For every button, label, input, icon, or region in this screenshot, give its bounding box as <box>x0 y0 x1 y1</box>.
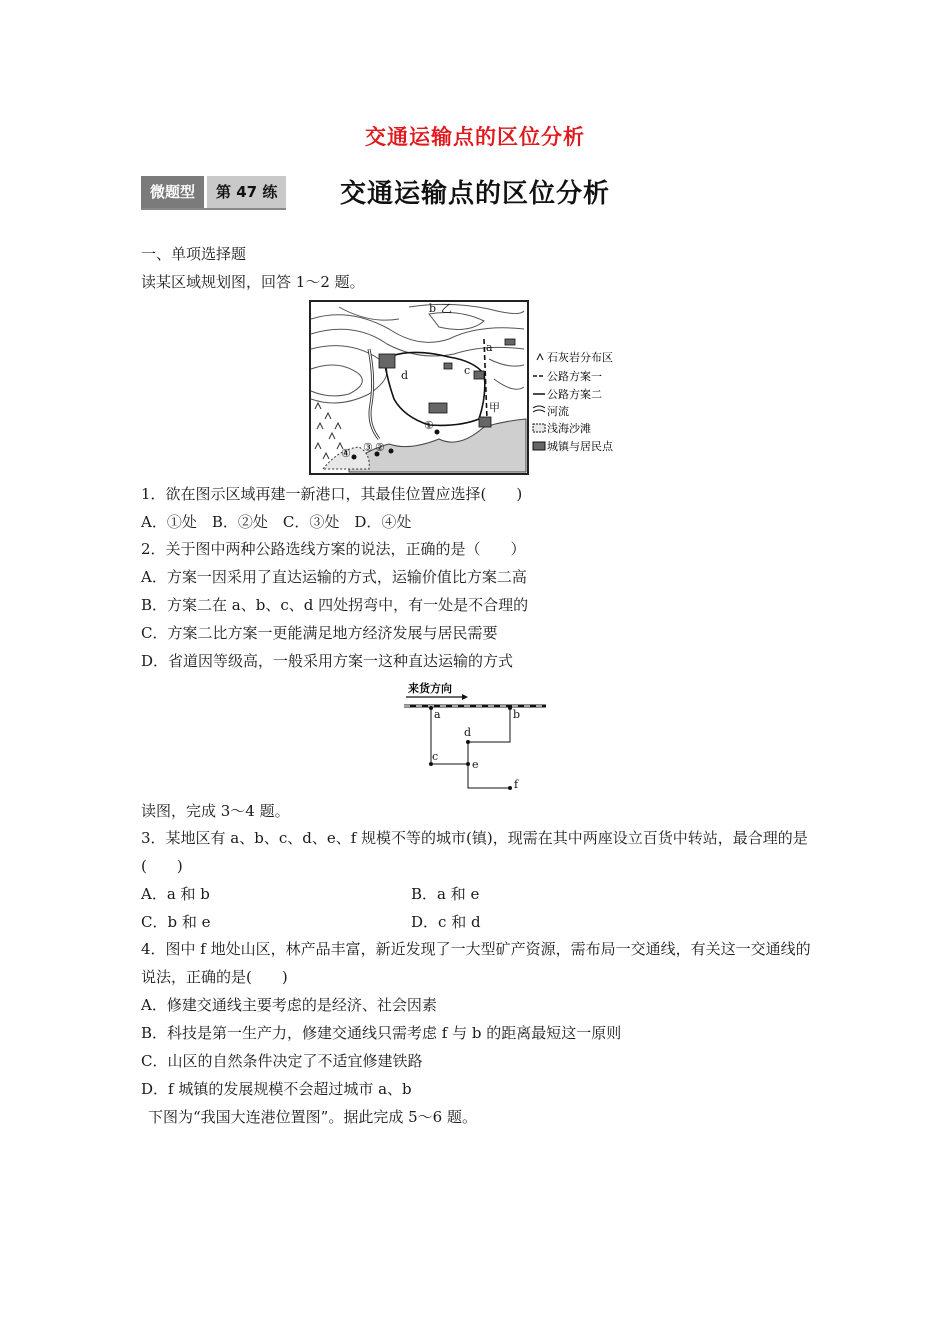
goods-flow-diagram <box>400 680 550 792</box>
question-3-option-b: B．a 和 e <box>411 885 480 903</box>
label-a: a <box>486 341 493 354</box>
question-3-option-c: C．b 和 e <box>141 913 211 931</box>
beach-icon <box>533 424 545 432</box>
node-f: f <box>514 778 519 791</box>
question-4-option-c: C．山区的自然条件决定了不适宜修建铁路 <box>141 1052 423 1070</box>
label-p1: ① <box>424 419 434 432</box>
question-2-option-a: A．方案一因采用了直达运输的方式，运输价值比方案二高 <box>141 568 527 586</box>
intro-2: 读图，完成 3～4 题。 <box>141 802 290 820</box>
node-d: d <box>464 726 472 739</box>
question-4: 4．图中 f 地处山区，林产品丰富，新近发现了一大型矿产资源，需布局一交通线，有关这一交通线的说法，正确的是( ) <box>141 940 811 986</box>
question-3-option-a: A．a 和 b <box>141 885 210 903</box>
node-c: c <box>432 750 439 763</box>
header-title: 交通运输点的区位分析 <box>365 125 585 149</box>
diagram-title: 来货方向 <box>408 682 452 695</box>
label-jia: 甲 <box>489 401 500 414</box>
legend-beach: 浅海沙滩 <box>547 422 591 435</box>
legend-limestone: 石灰岩分布区 <box>547 351 613 364</box>
legend-road-one: 公路方案一 <box>547 370 602 383</box>
arrow-head-icon <box>462 694 468 700</box>
question-1: 1．欲在图示区域再建一新港口，其最佳位置应选择( ) <box>141 485 523 503</box>
label-b: b <box>429 302 437 315</box>
label-d: d <box>401 369 409 382</box>
section-heading: 一、单项选择题 <box>141 245 247 263</box>
question-4-option-d: D．f 城镇的发展规模不会超过城市 a、b <box>141 1080 412 1098</box>
question-2: 2．关于图中两种公路选线方案的说法，正确的是（ ） <box>141 540 526 558</box>
tag-type: 微题型 <box>141 176 204 208</box>
node-e: e <box>472 758 479 771</box>
question-3-option-d: D．c 和 d <box>411 913 481 931</box>
tag-number: 第 47 练 <box>207 176 286 208</box>
question-4-option-a: A．修建交通线主要考虑的是经济、社会因素 <box>141 996 437 1014</box>
intro-1: 读某区域规划图，回答 1～2 题。 <box>141 273 365 291</box>
question-2-option-d: D．省道因等级高，一般采用方案一这种直达运输的方式 <box>141 652 514 670</box>
node-a: a <box>434 708 441 721</box>
question-4-option-b: B．科技是第一生产力，修建交通线只需考虑 f 与 b 的距离最短这一原则 <box>141 1024 622 1042</box>
town-icon <box>533 442 545 450</box>
label-yi: 乙 <box>441 302 452 315</box>
label-p2: ② <box>375 441 385 454</box>
question-1-options: A．①处 B．②处 C．③处 D．④处 <box>141 513 412 531</box>
exercise-tag <box>141 176 286 210</box>
legend-river: 河流 <box>547 405 569 418</box>
question-3: 3．某地区有 a、b、c、d、e、f 规模不等的城市(镇)，现需在其中两座设立百货中转站，最合理的是( ) <box>141 829 808 875</box>
question-2-option-c: C．方案二比方案一更能满足地方经济发展与居民需要 <box>141 624 498 642</box>
intro-3: 下图为“我国大连港位置图”。据此完成 5～6 题。 <box>148 1108 477 1126</box>
region-plan-map <box>309 299 641 477</box>
label-c: c <box>464 364 471 377</box>
label-p3: ③ <box>363 441 373 454</box>
legend-road-two: 公路方案二 <box>547 388 602 401</box>
legend-town: 城镇与居民点 <box>547 440 613 453</box>
page-title: 交通运输点的区位分析 <box>340 179 611 209</box>
label-p4: ④ <box>341 447 351 460</box>
node-b: b <box>513 708 521 721</box>
question-2-option-b: B．方案二在 a、b、c、d 四处拐弯中，有一处是不合理的 <box>141 596 529 614</box>
